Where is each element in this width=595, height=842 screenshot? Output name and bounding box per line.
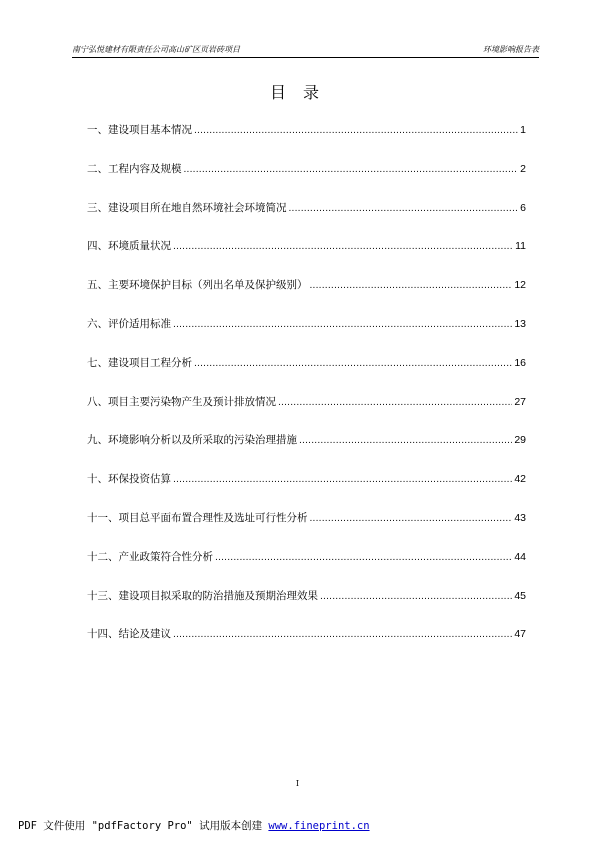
page-number: I xyxy=(295,779,300,788)
toc-dot-leader xyxy=(173,630,512,640)
toc-dot-leader xyxy=(299,436,512,446)
toc-entry[interactable] xyxy=(87,122,526,161)
toc-entry-label: 四、环境质量状况 xyxy=(87,240,171,253)
toc-dot-leader xyxy=(289,204,519,214)
toc-dot-leader xyxy=(173,242,513,252)
toc-entry-label: 六、评价适用标准 xyxy=(87,317,171,330)
toc-entry-page: 45 xyxy=(514,589,526,602)
toc-entry-label: 十二、产业政策符合性分析 xyxy=(87,550,213,563)
toc-entry-label: 五、主要环境保护目标（列出名单及保护级别） xyxy=(87,279,308,292)
toc-dot-leader xyxy=(278,398,512,408)
toc-entry[interactable] xyxy=(87,471,526,510)
toc-entry-label: 八、项目主要污染物产生及预计排放情况 xyxy=(87,395,276,408)
toc-dot-leader xyxy=(184,165,519,175)
toc-dot-leader xyxy=(173,475,512,485)
toc-entry-page: 27 xyxy=(514,395,526,408)
toc-dot-leader xyxy=(173,320,512,330)
toc-entry-page: 47 xyxy=(514,628,526,641)
toc-entry-page: 1 xyxy=(520,124,526,136)
toc-entry-page: 44 xyxy=(514,550,526,563)
toc-entry-label: 三、建设项目所在地自然环境社会环境简况 xyxy=(87,201,287,214)
toc-entry-page: 42 xyxy=(514,473,526,486)
toc-entry[interactable] xyxy=(87,394,526,433)
toc-entry-label: 十四、结论及建议 xyxy=(87,628,171,641)
toc-entry-label: 十一、项目总平面布置合理性及选址可行性分析 xyxy=(87,511,308,524)
toc-entry[interactable] xyxy=(87,316,526,355)
toc-dot-leader xyxy=(320,592,512,602)
toc-entry[interactable] xyxy=(87,510,526,549)
toc-entry-label: 七、建设项目工程分析 xyxy=(87,356,192,369)
toc-dot-leader xyxy=(310,281,513,291)
toc-entry-label: 十三、建设项目拟采取的防治措施及预期治理效果 xyxy=(87,589,318,602)
toc-entry-page: 11 xyxy=(515,240,526,253)
toc-title: 目 录 xyxy=(269,83,326,102)
toc-entry[interactable] xyxy=(87,355,526,394)
toc-entry-page: 43 xyxy=(514,511,526,524)
toc-entry[interactable] xyxy=(87,238,526,277)
toc-entry-label: 一、建设项目基本情况 xyxy=(87,124,192,136)
pdf-footer xyxy=(18,818,370,833)
toc-dot-leader xyxy=(194,359,512,369)
toc-entry[interactable] xyxy=(87,549,526,588)
footer-text: PDF 文件使用 "pdfFactory Pro" 试用版本创建 xyxy=(18,820,269,832)
toc-entry-label: 九、环境影响分析以及所采取的污染治理措施 xyxy=(87,434,297,447)
toc-entry-page: 2 xyxy=(520,162,526,175)
toc-entry-page: 13 xyxy=(514,317,526,330)
toc-entry[interactable] xyxy=(87,432,526,471)
toc-dot-leader xyxy=(215,553,512,563)
toc-entry-page: 12 xyxy=(514,279,526,292)
toc-entry[interactable] xyxy=(87,277,526,316)
toc-dot-leader xyxy=(310,514,513,524)
toc-entry-page: 6 xyxy=(520,201,526,214)
page-header xyxy=(72,43,539,58)
toc-entry-page: 16 xyxy=(514,356,526,369)
header-report-type: 环境影响报告表 xyxy=(483,45,539,54)
toc-entry[interactable] xyxy=(87,626,526,665)
toc-entry[interactable] xyxy=(87,161,526,200)
toc-dot-leader xyxy=(194,126,518,136)
fineprint-link[interactable]: www.fineprint.cn xyxy=(268,820,370,832)
header-project-name: 南宁弘悦建材有限责任公司高山矿区页岩砖项目 xyxy=(72,45,240,54)
table-of-contents xyxy=(87,122,526,665)
toc-entry-page: 29 xyxy=(514,434,526,447)
toc-entry[interactable] xyxy=(87,588,526,627)
toc-entry-label: 十、环保投资估算 xyxy=(87,473,171,486)
toc-entry[interactable] xyxy=(87,200,526,239)
toc-entry-label: 二、工程内容及规模 xyxy=(87,162,182,175)
